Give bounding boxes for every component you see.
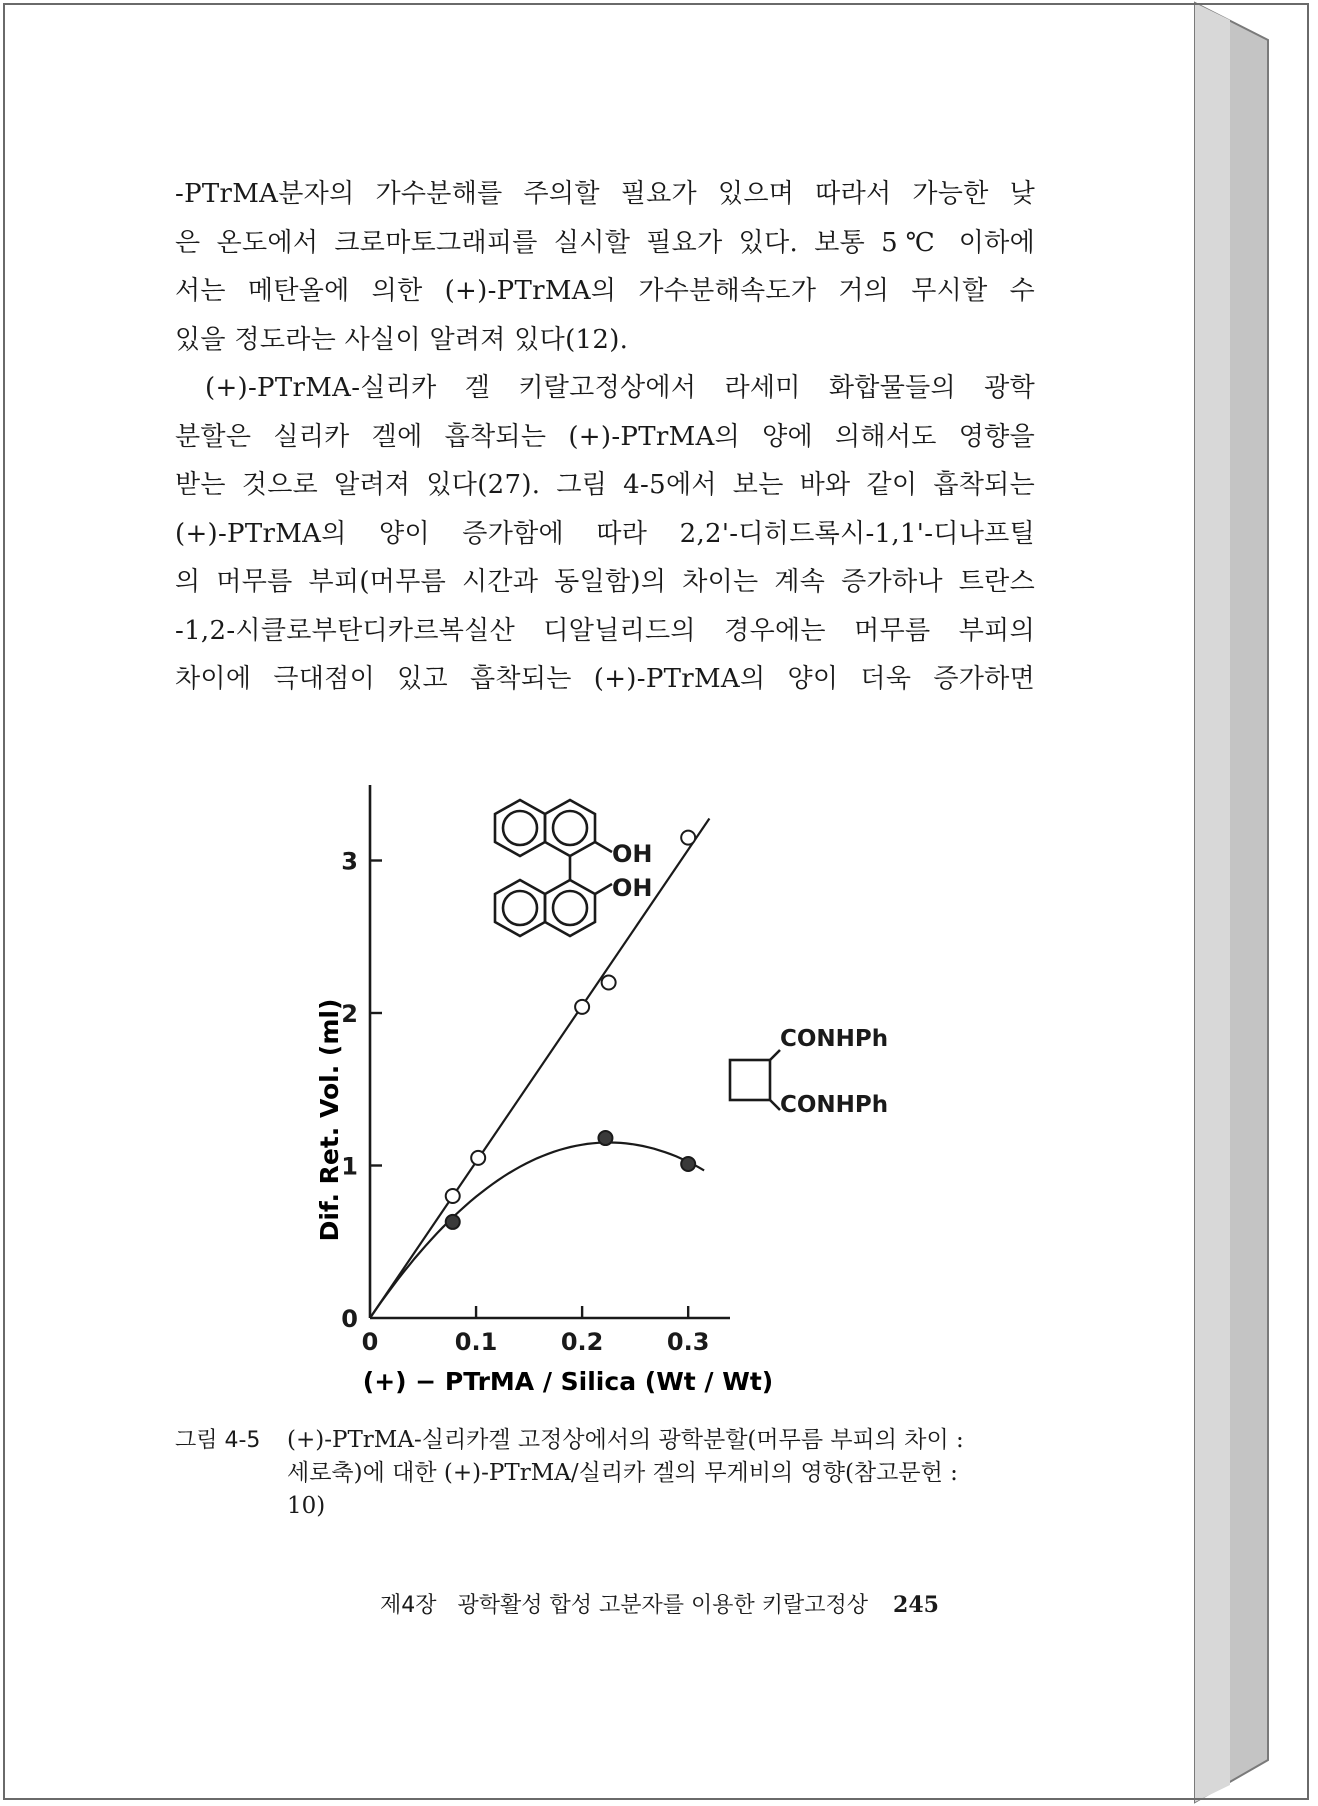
open-data-point (681, 831, 695, 845)
text-line: 의 머무름 부피(머무름 시간과 동일함)의 차이는 계속 증가하나 트란스 (175, 567, 1035, 597)
caption-line: 10) (287, 1493, 326, 1519)
conhph-label-bottom: CONHPh (780, 1092, 889, 1118)
open-data-point (471, 1151, 485, 1165)
text-line: 분할은 실리카 겔에 흡착되는 (+)-PTrMA의 양에 의해서도 영향을 (175, 421, 1035, 452)
x-tick-label: 0.1 (454, 1328, 498, 1356)
text-line: 받는 것으로 알려져 있다(27). 그림 4-5에서 보는 바와 같이 흡착되는 (175, 470, 1035, 500)
text-line: 은 온도에서 크로마토그래피를 실시할 필요가 있다. 보통 5℃ 이하에 (175, 227, 1035, 258)
x-tick-label: 0 (361, 1328, 379, 1356)
footer-chapter: 제4장 (380, 1593, 437, 1618)
caption-line: 세로축)에 대한 (+)-PTrMA/실리카 겔의 무게비의 영향(참고문헌 : (287, 1460, 958, 1486)
y-tick-label: 3 (341, 847, 358, 876)
filled-data-point (598, 1131, 612, 1145)
conhph-label-top: CONHPh (780, 1026, 889, 1052)
retention-volume-chart (315, 770, 889, 1430)
footer-title: 광학활성 합성 고분자를 이용한 키랄고정상 (457, 1593, 869, 1618)
page-footer (380, 1588, 1010, 1619)
body-text (175, 170, 1035, 704)
x-tick-label: 0.2 (560, 1328, 604, 1356)
binaphthol-structure (495, 800, 612, 936)
figure-4-5 (315, 770, 889, 1430)
open-data-point (602, 976, 616, 990)
oh-label-top: OH (612, 840, 653, 868)
series-fit-line (370, 819, 709, 1318)
x-tick-label: 0.3 (666, 1328, 710, 1356)
caption-line: (+)-PTrMA-실리카겔 고정상에서의 광학분할(머무름 부피의 차이 : (287, 1427, 964, 1453)
y-axis-label: Dif. Ret. Vol. (ml) (315, 998, 344, 1242)
text-line: 서는 메탄올에 의한 (+)-PTrMA의 가수분해속도가 거의 무시할 수 (175, 276, 1035, 306)
caption-body (287, 1424, 1037, 1523)
oh-label-bottom: OH (612, 874, 653, 902)
y-tick-label: 1 (341, 1152, 358, 1181)
x-axis-label: (+) − PTrMA / Silica (Wt / Wt) (362, 1367, 774, 1396)
text-line: 있을 정도라는 사실이 알려져 있다(12). (175, 324, 629, 355)
y-tick-label: 2 (341, 1000, 358, 1028)
cyclobutane-dianilide-structure (730, 1050, 780, 1110)
series-fit-curve (370, 1143, 704, 1319)
y-tick-label: 0 (341, 1305, 358, 1333)
caption-label: 그림 4-5 (175, 1428, 261, 1453)
text-line: 차이에 극대점이 있고 흡착되는 (+)-PTrMA의 양이 더욱 증가하면 (175, 664, 1035, 694)
text-line: (+)-PTrMA의 양이 증가함에 따라 2,2'-디히드록시-1,1'-디나프틸 (175, 518, 1035, 549)
chart-fit-lines (370, 819, 709, 1318)
page-number: 245 (893, 1592, 939, 1618)
open-data-point (446, 1189, 460, 1203)
text-line: -1,2-시클로부탄디카르복실산 디알닐리드의 경우에는 머무름 부피의 (175, 615, 1035, 646)
filled-data-point (446, 1215, 460, 1229)
filled-data-point (681, 1157, 695, 1171)
text-line: -PTrMA분자의 가수분해를 주의할 필요가 있으며 따라서 가능한 낮 (175, 179, 1035, 209)
text-line: (+)-PTrMA-실리카 겔 키랄고정상에서 라세미 화합물들의 광학 (205, 373, 1035, 403)
open-data-point (575, 1000, 589, 1014)
